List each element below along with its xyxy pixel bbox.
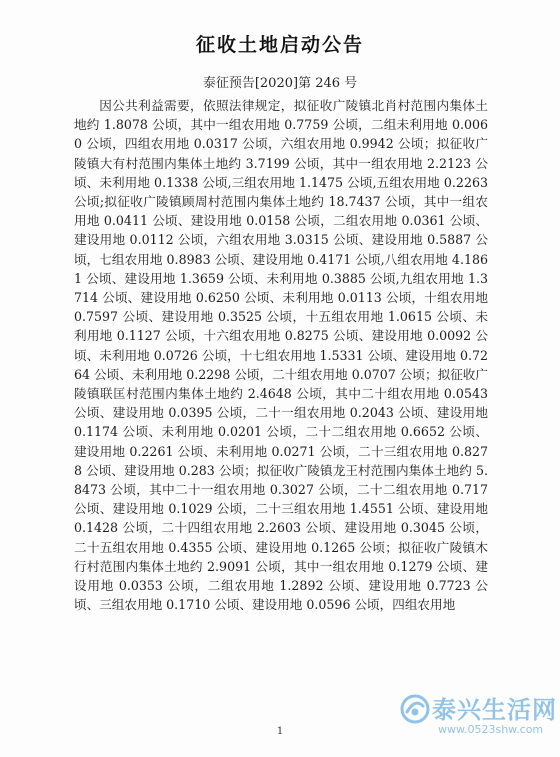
page-number: 1: [276, 726, 284, 737]
document-title: 征收土地启动公告: [195, 34, 364, 56]
site-logo-icon: [398, 692, 432, 726]
document-number: 泰征预告[2020]第 246 号: [202, 76, 358, 91]
watermark-site-name: 泰兴生活网: [432, 696, 557, 724]
document-body: 因公共利益需要，依照法律规定，拟征收广陵镇北肖村范围内集体土地约 1.8078 公顷，其中一组农用地 0.7759 公顷，二组未利用地 0.0060 公顷，四组农用地 0.0317 公顷，六组农用地 0.9942 公顷；拟征收广陵镇大有村范围内集体土地约 3.7199 公顷，其中一组农用地 2.2123 公顷、未利用地 0.1338 公顷,三组农用地 1.1475 公顷,五组农用地 0.2263 公顷;拟征收广陵镇顾周村范围内集体土地约 18.7437 公顷，其中一组农用地 0.0411 公顷、建设用地 0.0158 公顷，二组农用地 0.0361 公顷、建设用地 0.0112 公顷，六组农用地 3.0315 公顷、建设用地 0.5887 公顷，七组农用地 0.8983 公顷、建设用地 0.4171 公顷,八组农用地 4.1861 公顷、建设用地 1.3659 公顷、未利用地 0.3885 公顷,九组农用地 1.3714 公顷、建设用地 0.6250 公顷、未利用地 0.0113 公顷，十组农用地 0.7597 公顷、建设用地 0.3525 公顷，十五组农用地 1.0615 公顷、未利用地 0.1127 公顷，十六组农用地 0.8275 公顷、建设用地 0.0092 公顷、未利用地 0.0726 公顷，十七组农用地 1.5331 公顷、建设用地 0.7264 公顷、未利用地 0.2298 公顷，二十组农用地 0.0707 公顷；拟征收广陵镇联匡村范围内集体土地约 2.4648 公顷，其中二十组农用地 0.0543 公顷、建设用地 0.0395 公顷，二十一组农用地 0.2043 公顷、建设用地 0.1174 公顷、未利用地 0.0201 公顷，二十二组农用地 0.6652 公顷、建设用地 0.2261 公顷、未利用地 0.0271 公顷，二十三组农用地 0.8278 公顷、建设用地 0.283 公顷；拟征收广陵镇龙王村范围内集体土地约 5.8473 公顷，其中二十一组农用地 0.3027 公顷，二十二组农用地 0.717 公顷、建设用地 0.1029 公顷，二十三组农用地 1.4551 公顷、建设用地 0.1428 公顷，二十四组农用地 2.2603 公顷、建设用地 0.3045 公顷，二十五组农用地 0.4355 公顷、建设用地 0.1265 公顷；拟征收广陵镇木行村范围内集体土地约 2.9091 公顷，其中一组农用地 0.1279 公顷、建设用地 0.0353 公顷，二组农用地 1.2892 公顷、建设用地 0.7723 公顷、三组农用地 0.1710 公顷、建设用地 0.0596 公顷，四组农用地: [74, 98, 488, 613]
watermark-site-url: www.0523shw.com: [438, 723, 544, 736]
site-watermark: [398, 690, 558, 742]
